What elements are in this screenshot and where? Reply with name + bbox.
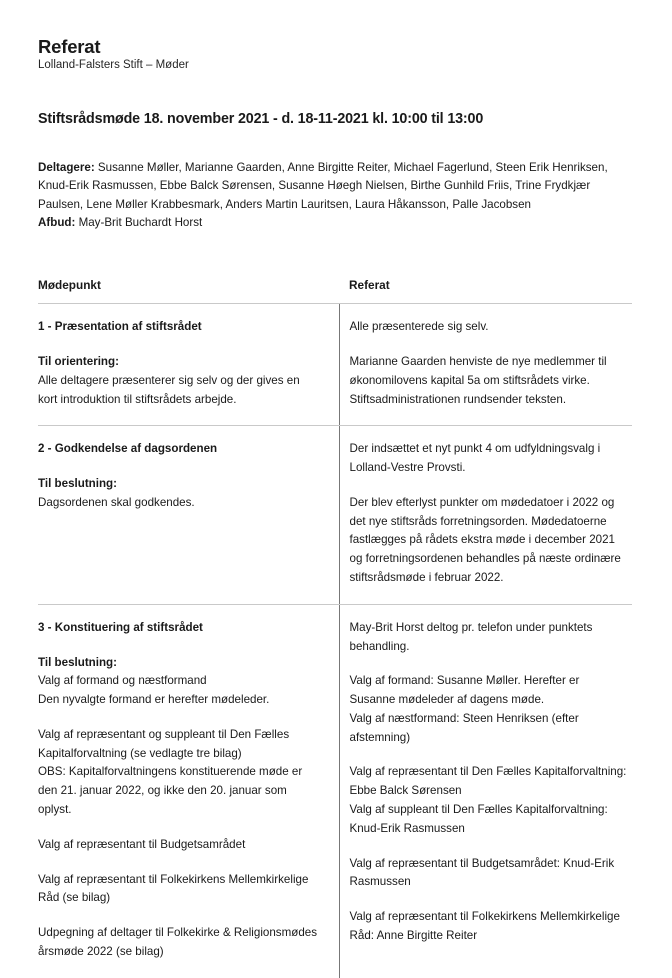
row-1-minutes-p2: Marianne Gaarden henviste de nye medlemmer til økonomilovens kapital 5a om stiftsrådets virke. Stiftsadministrationen rundsender teksten. <box>349 354 607 406</box>
row-3-point-body-4: OBS: Kapitalforvaltningens konstituerende møde er den 21. januar 2022, og ikke den 20. januar som oplyst. <box>38 765 303 817</box>
table-row <box>38 426 632 603</box>
row-3-minutes-p3b: Valg af suppleant til Den Fælles Kapitalforvaltning: Knud-Erik Rasmussen <box>349 803 608 835</box>
row-3-point-body-1: Valg af formand og næstformand <box>38 674 207 688</box>
row-3-minutes-p2b: Valg af næstformand: Steen Henriksen (efter afstemning) <box>349 711 579 744</box>
row-2-point-subheading: Til beslutning: <box>38 477 118 491</box>
row-3-minutes-p1: May-Brit Horst deltog pr. telefon under punktets behandling. <box>349 620 593 653</box>
row-2-point-cell <box>38 426 332 603</box>
absent-line <box>38 214 618 232</box>
row-1-point-title: 1 - Præsentation af stiftsrådet <box>38 320 202 334</box>
row-3-minutes-p3a: Valg af repræsentant til Den Fælles Kapitalforvaltning: Ebbe Balck Sørensen <box>349 765 627 798</box>
row-3-point-body-5: Valg af repræsentant til Budgetsamrådet <box>38 837 246 851</box>
row-3-point-body-6: Valg af repræsentant til Folkekirkens Mellemkirkelige Råd (se bilag) <box>38 872 309 905</box>
table-row <box>38 304 632 425</box>
row-3-point-subheading: Til beslutning: <box>38 655 118 669</box>
row-3-minutes-p2a: Valg af formand: Susanne Møller. Herefter er Susanne mødeleder af dagens møde. <box>349 674 580 707</box>
row-3-gap <box>332 605 339 978</box>
column-header-gap <box>332 278 339 303</box>
page-subtitle: Lolland-Falsters Stift – Møder <box>38 59 189 72</box>
row-2-point-body: Dagsordenen skal godkendes. <box>38 495 195 509</box>
row-3-point-cell <box>38 605 332 978</box>
row-2-minutes-p1: Der indsættet et nyt punkt 4 om udfyldningsvalg i Lolland-Vestre Provsti. <box>349 442 601 475</box>
row-1-minutes-p1: Alle præsenterede sig selv. <box>349 320 489 334</box>
column-header-minutes: Referat <box>349 278 390 293</box>
row-3-minutes-p4: Valg af repræsentant til Budgetsamrådet: Knud-Erik Rasmussen <box>349 856 615 889</box>
row-2-minutes-p2: Der blev efterlyst punkter om mødedatoer i 2022 og det nye stiftsråds forretningsorden. Mødedatoerne fastlægges på rådets ekstra møde i december 2021 og forretningsordenen behandles på næste ordinære stiftsrådsmøde i februar 2022. <box>349 495 621 584</box>
row-1-point-subheading: Til orientering: <box>38 354 119 368</box>
attendees-block <box>38 159 618 232</box>
row-3-minutes-cell <box>339 605 632 978</box>
row-3-point-body-3: Valg af repræsentant og suppleant til Den Fælles Kapitalforvaltning (se vedlagte tre bilag) <box>38 727 290 760</box>
absent-label: Afbud: <box>38 215 76 229</box>
row-1-minutes-cell <box>339 304 632 425</box>
row-3-point-title: 3 - Konstituering af stiftsrådet <box>38 620 203 634</box>
meeting-title: Stiftsrådsmøde 18. november 2021 - d. 18-11-2021 kl. 10:00 til 13:00 <box>38 111 484 128</box>
row-3-minutes-p5: Valg af repræsentant til Folkekirkens Mellemkirkelige Råd: Anne Birgitte Reiter <box>349 910 620 942</box>
row-2-point-title: 2 - Godkendelse af dagsordenen <box>38 442 218 456</box>
row-1-point-cell <box>38 304 332 425</box>
row-3-point-body-7: Udpegning af deltager til Folkekirke & Religionsmødes årsmøde 2022 (se bilag) <box>38 926 318 958</box>
row-3-point-body-2: Den nyvalgte formand er herefter mødeleder. <box>38 693 270 707</box>
participants-value: Susanne Møller, Marianne Gaarden, Anne Birgitte Reiter, Michael Fagerlund, Steen Erik Henriksen, Knud-Erik Rasmussen, Ebbe Balck Sørensen, Susanne Høegh Nielsen, Birthe Gunhild Friis, Trine Frydkjær Paulsen, Lene Møller Krabbesmark, Anders Martin Lauritsen, Laura Håkansson, Palle Jacobsen <box>38 160 608 211</box>
column-header-point: Mødepunkt <box>38 278 101 293</box>
table-row <box>38 605 632 978</box>
participants-line <box>38 159 618 214</box>
row-1-point-body: Alle deltagere præsenterer sig selv og der gives en kort introduktion til stiftsrådets arbejde. <box>38 373 300 406</box>
page-title: Referat <box>38 36 101 57</box>
absent-value: May-Brit Buchardt Horst <box>75 215 203 229</box>
row-2-minutes-cell <box>339 426 632 603</box>
minutes-table <box>38 278 632 978</box>
table-header-row <box>38 278 632 303</box>
participants-label: Deltagere: <box>38 160 95 174</box>
row-1-gap <box>332 304 339 425</box>
row-2-gap <box>332 426 339 603</box>
